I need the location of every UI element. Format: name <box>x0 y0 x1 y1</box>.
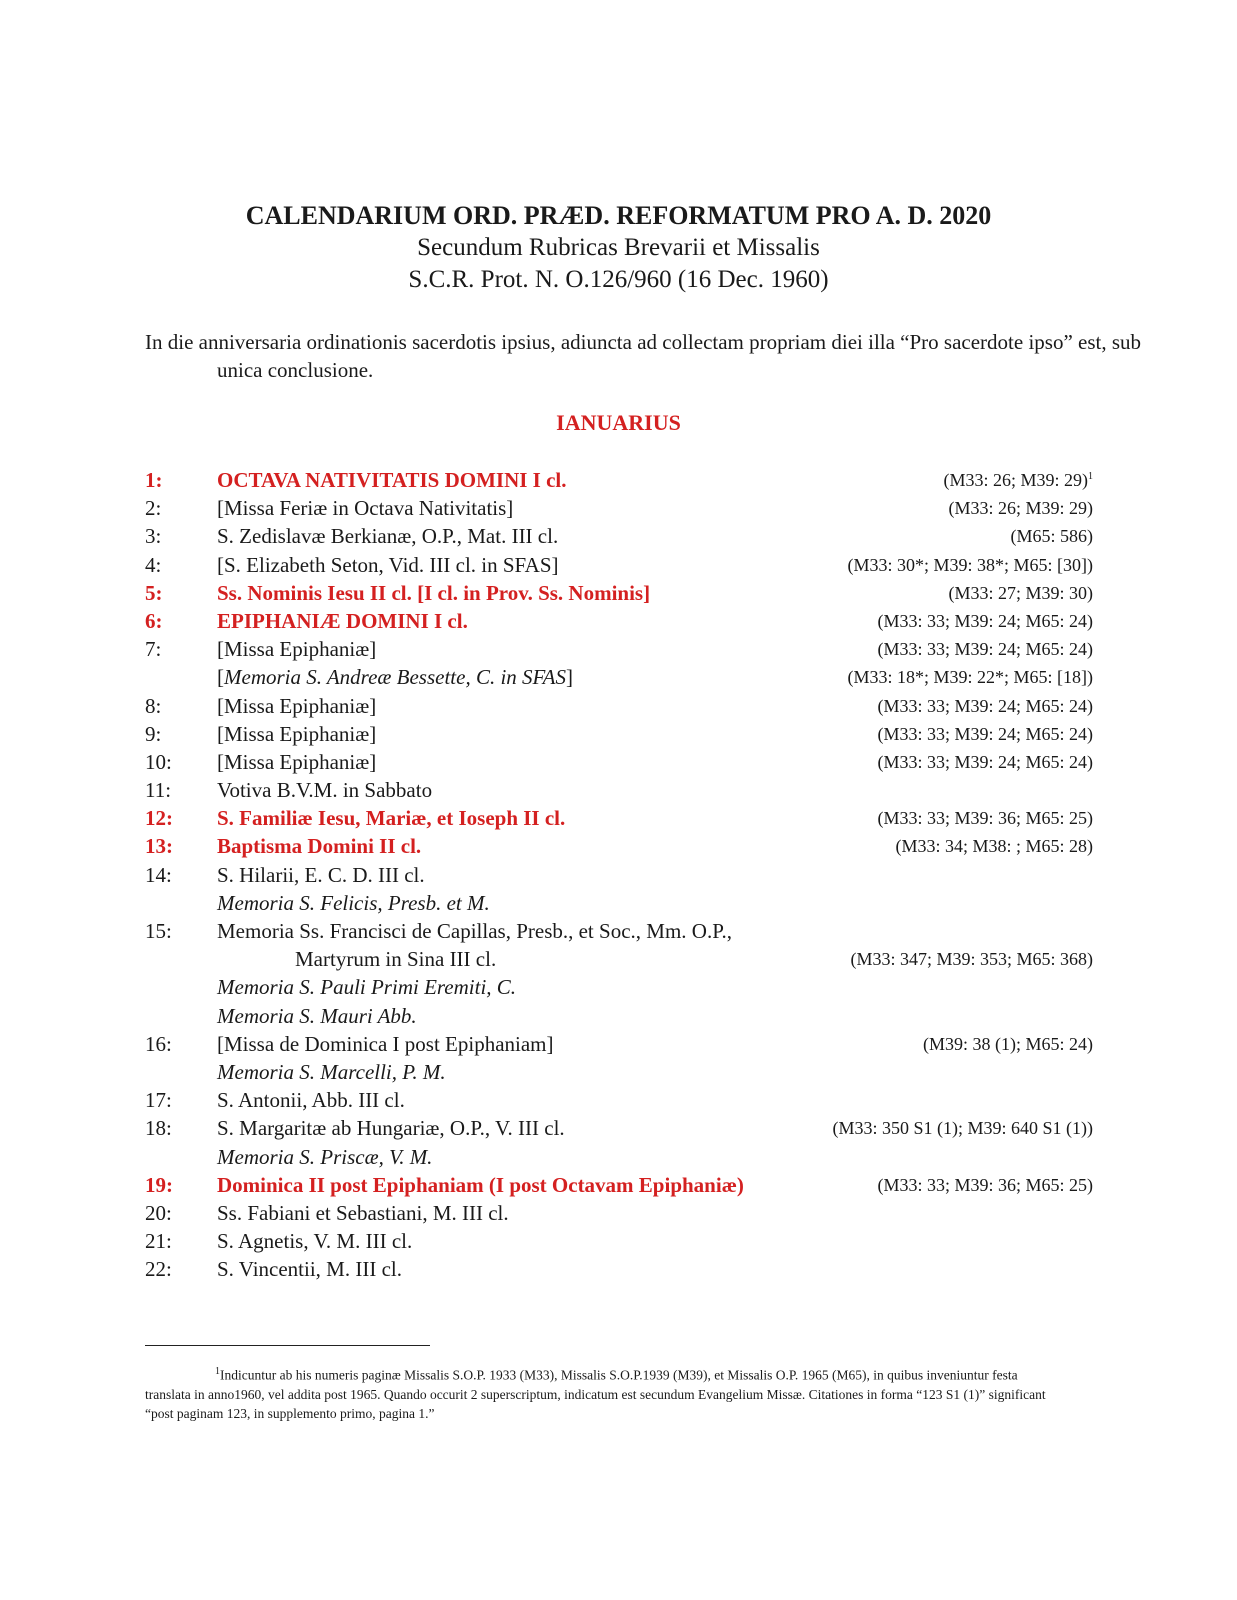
calendar-entry <box>145 551 1093 579</box>
calendar-entry <box>145 522 1093 550</box>
entry-text: S. Agnetis, V. M. III cl. <box>217 1229 413 1254</box>
entry-reference: (M33: 27; M39: 30) <box>948 582 1093 603</box>
entry-day: 15: <box>145 919 172 943</box>
calendar-entry <box>145 494 1093 522</box>
entry-text: Memoria S. Mauri Abb. <box>217 1003 417 1028</box>
entry-day: 8: <box>145 693 162 718</box>
entry-reference: (M33: 33; M39: 36; M65: 25) <box>877 1174 1093 1195</box>
entry-day: 17: <box>145 1088 172 1113</box>
entry-day: 5: <box>145 580 163 605</box>
entry-text: S. Familiæ Iesu, Mariæ, et Ioseph II cl. <box>217 806 566 831</box>
entry-text: Baptisma Domini II cl. <box>217 834 422 859</box>
calendar-entry <box>145 1086 1093 1114</box>
entry-text: S. Vincentii, M. III cl. <box>217 1257 402 1282</box>
calendar-entry <box>145 1058 1093 1086</box>
entry-day: 19: <box>145 1172 173 1197</box>
entry-day: 4: <box>145 552 162 577</box>
entry-day: 18: <box>145 1116 172 1141</box>
calendar-entry <box>145 1143 1093 1171</box>
calendar-entry <box>145 861 1093 889</box>
entry-text: Martyrum in Sina III cl. <box>295 947 497 972</box>
calendar-entry <box>145 804 1093 832</box>
calendar-entry <box>145 832 1093 860</box>
entry-reference: (M33: 33; M39: 24; M65: 24) <box>877 751 1093 772</box>
footnote-divider <box>145 1345 430 1346</box>
document-subtitle-protocol: S.C.R. Prot. N. O.126/960 (16 Dec. 1960) <box>408 266 829 293</box>
entry-reference: (M33: 30*; M39: 38*; M65: [30]) <box>847 554 1093 575</box>
entry-text: EPIPHANIÆ DOMINI I cl. <box>217 608 468 633</box>
entry-text: S. Antonii, Abb. III cl. <box>217 1088 405 1113</box>
entry-day: 1: <box>145 468 163 492</box>
entry-day: 11: <box>145 778 172 803</box>
entry-reference: (M33: 33; M39: 24; M65: 24) <box>877 695 1093 716</box>
calendar-entry <box>145 720 1093 748</box>
intro-paragraph: In die anniversaria ordinationis sacerdotis ipsius, adiuncta ad collectam propriam diei illa “Pro sacerdote ipso” est, sub unica conclusione. <box>145 330 1142 382</box>
entry-text: S. Zedislavæ Berkianæ, O.P., Mat. III cl. <box>217 524 559 549</box>
entry-day: 12: <box>145 806 173 831</box>
calendar-entry <box>145 692 1093 720</box>
entry-text: S. Margaritæ ab Hungariæ, O.P., V. III cl. <box>217 1116 565 1141</box>
calendar-entry <box>145 945 1093 973</box>
entry-day: 3: <box>145 524 162 549</box>
calendar-entry <box>145 1227 1093 1255</box>
document-subtitle-rubrics: Secundum Rubricas Brevarii et Missalis <box>417 234 820 261</box>
entry-text: OCTAVA NATIVITATIS DOMINI I cl. <box>217 468 567 492</box>
entry-text: [Missa Epiphaniæ] <box>217 693 377 718</box>
entry-reference: (M33: 33; M39: 36; M65: 25) <box>877 808 1093 829</box>
document-title: CALENDARIUM ORD. PRÆD. REFORMATUM PRO A. D. 2020 <box>245 201 992 230</box>
calendar-entry <box>145 776 1093 804</box>
entry-day: 14: <box>145 862 172 887</box>
entry-text: [Missa Epiphaniæ] <box>217 637 377 662</box>
entry-text: [Missa Feriæ in Octava Nativitatis] <box>217 496 514 521</box>
calendar-entry <box>145 1171 1093 1199</box>
entry-text: [Missa de Dominica I post Epiphaniam] <box>217 1031 554 1056</box>
calendar-entry <box>145 607 1093 635</box>
entry-text: [S. Elizabeth Seton, Vid. III cl. in SFAS] <box>217 552 559 577</box>
calendar-entry <box>145 579 1093 607</box>
entry-day: 2: <box>145 496 162 521</box>
entry-text: S. Hilarii, E. C. D. III cl. <box>217 862 425 887</box>
calendar-entry <box>145 889 1093 917</box>
entry-text: Ss. Nominis Iesu II cl. [I cl. in Prov. Ss. Nominis] <box>217 580 651 605</box>
calendar-entries <box>145 466 1093 1283</box>
entry-reference: (M33: 33; M39: 24; M65: 24) <box>877 723 1093 744</box>
entry-reference: (M33: 18*; M39: 22*; M65: [18]) <box>847 667 1093 688</box>
calendar-entry <box>145 1030 1093 1058</box>
entry-day: 6: <box>145 608 163 633</box>
entry-reference: (M33: 33; M39: 24; M65: 24) <box>877 610 1093 631</box>
entry-reference: (M65: 586) <box>1010 526 1093 547</box>
entry-reference: (M39: 38 (1); M65: 24) <box>923 1033 1093 1054</box>
document-header <box>0 200 1237 296</box>
footnote-number: 1 <box>215 1366 220 1377</box>
entry-text: Votiva B.V.M. in Sabbato <box>217 778 433 803</box>
entry-text: [Missa Epiphaniæ] <box>217 721 377 746</box>
entry-day: 7: <box>145 637 162 662</box>
entry-text: Dominica II post Epiphaniam (I post Octavam Epiphaniæ) <box>217 1172 744 1197</box>
entry-day: 20: <box>145 1200 172 1225</box>
calendar-entry <box>145 1002 1093 1030</box>
footnote-text: Indicuntur ab his numeris paginæ Missalis S.O.P. 1933 (M33), Missalis S.O.P.1939 (M39), et Missalis O.P. 1965 (M65), in quibus inveniuntur festa translata in anno1960, vel addita post 1965. Quando occurit 2 superscriptum, indicatum est secundum Evangelium Missæ. Citationes in forma “123 S1 (1)” significant “post paginam 123, in supplemento primo, pagina 1.” <box>145 1367 1046 1421</box>
entry-text: Memoria Ss. Francisci de Capillas, Presb., et Soc., Mm. O.P., <box>217 919 733 943</box>
calendar-entry <box>145 466 1093 494</box>
entry-text: Memoria S. Priscæ, V. M. <box>217 1144 433 1169</box>
entry-day: 21: <box>145 1229 172 1254</box>
entry-day: 9: <box>145 721 162 746</box>
entry-text: Memoria S. Marcelli, P. M. <box>217 1059 446 1084</box>
calendar-entry <box>145 1114 1093 1142</box>
entry-memoria-italic: Memoria S. Andreæ Bessette, C. in SFAS <box>224 665 566 690</box>
entry-reference: (M33: 26; M39: 29) <box>948 498 1093 519</box>
entry-reference: (M33: 347; M39: 353; M65: 368) <box>850 949 1093 970</box>
entry-reference: (M33: 33; M39: 24; M65: 24) <box>877 639 1093 660</box>
entry-reference: (M33: 26; M39: 29)$^1$ <box>943 470 1093 490</box>
calendar-entry <box>145 1255 1093 1283</box>
entry-text: Memoria S. Felicis, Presb. et M. <box>217 890 490 915</box>
month-heading: IANUARIUS <box>556 410 681 435</box>
entry-day: 13: <box>145 834 173 859</box>
entry-reference: (M33: 350 S1 (1); M39: 640 S1 (1)) <box>832 1118 1093 1139</box>
entry-day: 22: <box>145 1257 172 1282</box>
entry-day: 16: <box>145 1031 172 1056</box>
entry-text: Ss. Fabiani et Sebastiani, M. III cl. <box>217 1200 509 1225</box>
calendar-entry <box>145 748 1093 776</box>
entry-text: Memoria S. Pauli Primi Eremiti, C. <box>217 975 517 1000</box>
entry-text: [Memoria S. Andreæ Bessette, C. in SFAS] <box>217 665 573 690</box>
calendar-entry <box>145 635 1093 663</box>
calendar-entry <box>145 917 1093 945</box>
calendar-entry <box>145 663 1093 691</box>
entry-day: 10: <box>145 749 172 774</box>
entry-reference: (M33: 34; M38: ; M65: 28) <box>895 836 1093 857</box>
entry-text: [Missa Epiphaniæ] <box>217 749 377 774</box>
footnote-marker: 1 <box>1088 471 1093 482</box>
footnote <box>145 1362 1065 1423</box>
calendar-entry <box>145 973 1093 1001</box>
calendar-entry <box>145 1199 1093 1227</box>
